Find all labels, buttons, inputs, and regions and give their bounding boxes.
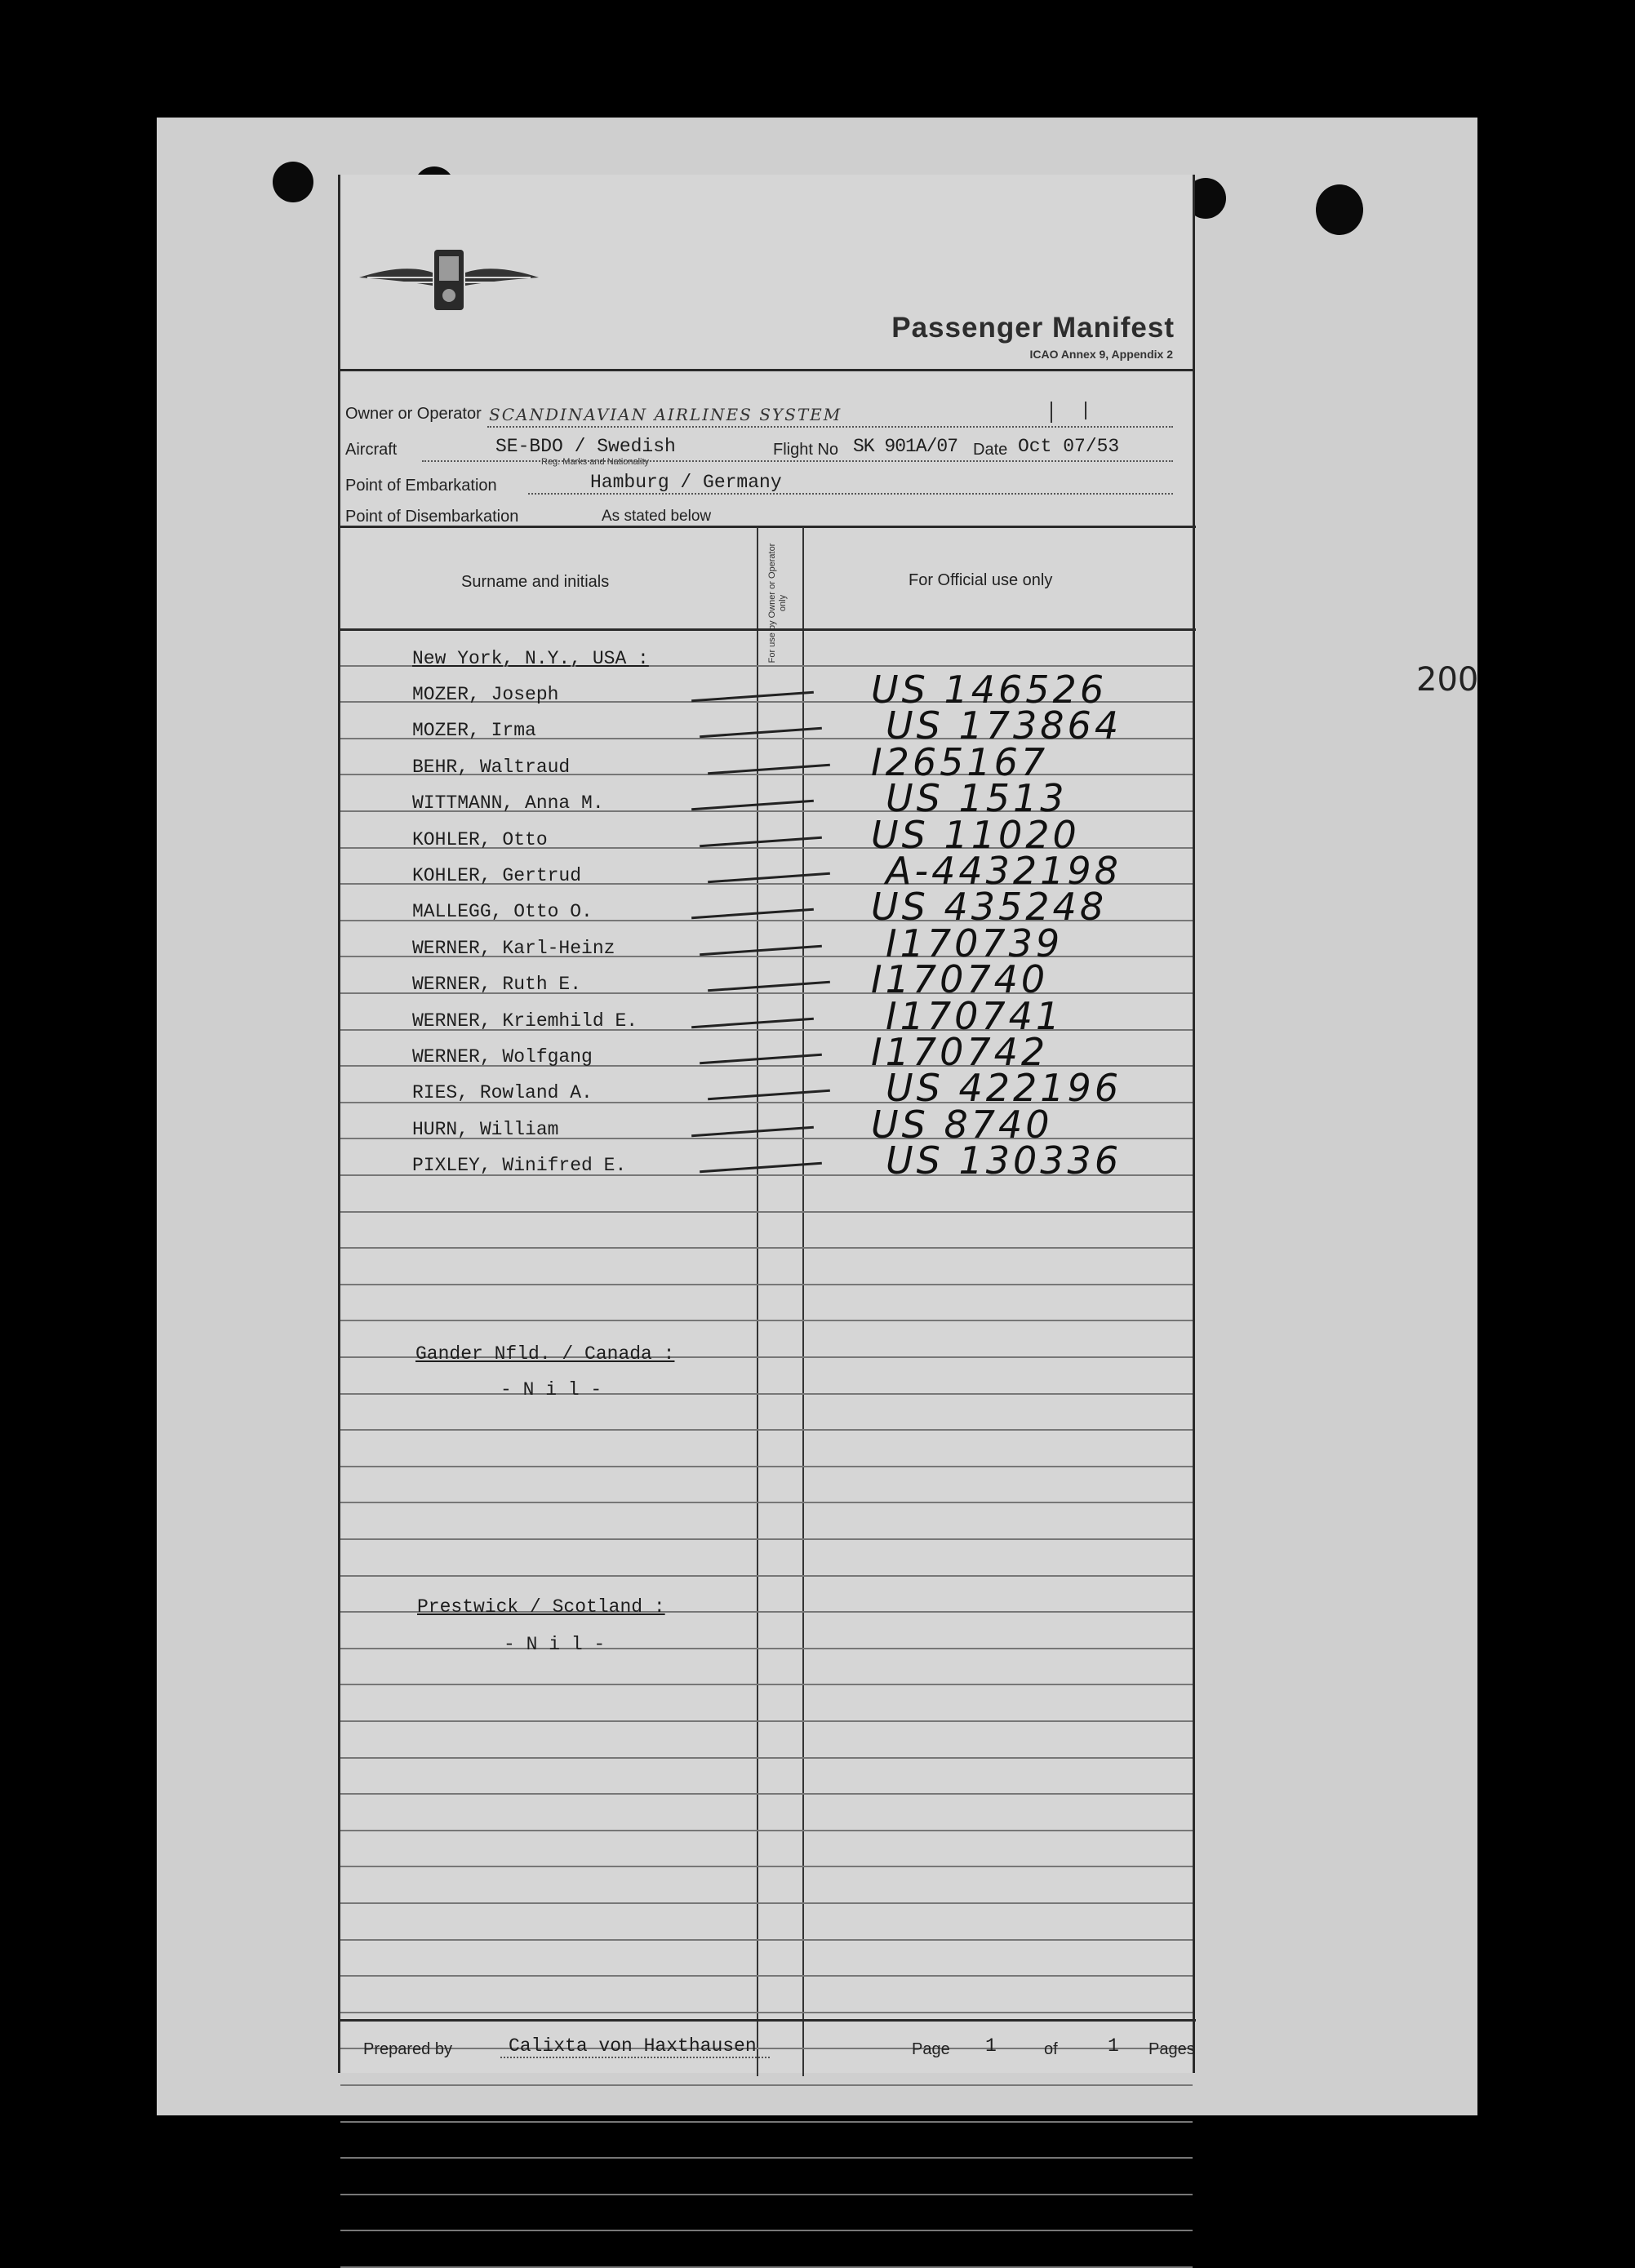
official-entry: US 173864	[886, 703, 1122, 748]
entry-row-line	[340, 1393, 1193, 1395]
manifest-sheet	[157, 118, 1477, 2115]
disembarkation-value: As stated below	[602, 508, 712, 525]
entry-row-line	[340, 1720, 1193, 1722]
embarkation-value: Hamburg / Germany	[590, 472, 782, 493]
entry-row-line	[340, 1502, 1193, 1503]
passenger-name: WITTMANN, Anna M.	[412, 792, 604, 814]
aircraft-label: Aircraft	[345, 441, 398, 459]
official-entry: US 422196	[886, 1066, 1122, 1111]
entry-row-line	[340, 1211, 1193, 1213]
passenger-name: WERNER, Ruth E.	[412, 974, 582, 996]
passenger-name: WERNER, Wolfgang	[412, 1046, 593, 1067]
entry-row-line	[340, 2084, 1193, 2086]
entry-row-line	[340, 1684, 1193, 1685]
official-entry: I170739	[886, 921, 1064, 965]
owner-end-mark	[1085, 402, 1086, 419]
entry-row-line	[340, 2048, 1193, 2049]
official-entry: A-4432198	[886, 849, 1122, 893]
passenger-name: KOHLER, Gertrud	[412, 865, 582, 886]
page-number-stamp: 200	[1416, 661, 1479, 699]
airline-logo-icon	[355, 238, 543, 320]
surname-column-header: Surname and initials	[461, 573, 610, 591]
entry-row-line	[340, 1429, 1193, 1431]
entry-row-line	[340, 1538, 1193, 1540]
table-top-rule	[340, 526, 1196, 528]
flight-label: Flight No	[773, 441, 839, 459]
page-value: 1	[985, 2035, 997, 2057]
passenger-name: MOZER, Irma	[412, 720, 536, 742]
embarkation-label: Point of Embarkation	[345, 477, 497, 495]
official-entry: US 146526	[871, 668, 1108, 712]
passenger-name: HURN, William	[412, 1118, 559, 1140]
passenger-name: RIES, Rowland A.	[412, 1082, 593, 1104]
entry-row-line	[340, 1939, 1193, 1941]
date-value: Oct 07/53	[1018, 436, 1120, 457]
section-heading: Gander Nfld. / Canada :	[415, 1343, 675, 1365]
pages-label: Pages	[1148, 2040, 1195, 2058]
entry-row-line	[340, 2121, 1193, 2123]
entry-row-line	[340, 1320, 1193, 1321]
page-label: Page	[912, 2040, 950, 2058]
passenger-name: WERNER, Karl-Heinz	[412, 937, 615, 959]
passenger-name: MALLEGG, Otto O.	[412, 901, 593, 923]
passenger-name: WERNER, Kriemhild E.	[412, 1010, 638, 1032]
entry-row-line	[340, 1284, 1193, 1285]
entry-row-line	[340, 1466, 1193, 1467]
dotted-rule	[487, 426, 1173, 428]
aircraft-value: SE-BDO / Swedish	[495, 436, 676, 457]
entry-row-line	[340, 1902, 1193, 1904]
owner-end-mark	[1051, 402, 1052, 423]
official-entry: I170741	[886, 993, 1064, 1038]
entry-row-line	[340, 2157, 1193, 2159]
prepared-by-value: Calixta von Haxthausen	[509, 2035, 757, 2057]
aircraft-hint: Reg. Marks and Nationality	[541, 457, 650, 467]
divider	[340, 369, 1193, 371]
entry-row-line	[340, 1866, 1193, 1867]
official-entry: I170740	[871, 957, 1049, 1002]
official-entry: US 130336	[886, 1138, 1122, 1183]
section-heading: New York, N.Y., USA :	[412, 648, 649, 669]
entry-row-line	[340, 1648, 1193, 1649]
disembarkation-label: Point of Disembarkation	[345, 508, 519, 526]
page-subtitle: ICAO Annex 9, Appendix 2	[1029, 348, 1173, 361]
passenger-name: MOZER, Joseph	[412, 684, 559, 705]
dotted-rule	[422, 460, 1173, 462]
official-entry: I265167	[871, 739, 1049, 784]
of-label: of	[1044, 2040, 1058, 2058]
owner-label: Owner or Operator	[345, 405, 482, 423]
date-label: Date	[973, 441, 1008, 459]
entry-row-line	[340, 1793, 1193, 1795]
official-entry: US 1513	[886, 776, 1068, 821]
punch-hole	[273, 162, 313, 202]
prepared-by-label: Prepared by	[363, 2040, 452, 2058]
entry-row-line	[340, 1975, 1193, 1977]
flight-value: SK 901A/07	[853, 436, 958, 457]
official-entry: I170742	[871, 1030, 1049, 1074]
section-note: - N i l -	[500, 1379, 602, 1400]
entry-row-line	[340, 1757, 1193, 1759]
official-column-header: For Official use only	[909, 571, 1053, 589]
of-value: 1	[1108, 2035, 1119, 2057]
entry-row-line	[340, 1830, 1193, 1831]
entry-row-line	[340, 2194, 1193, 2195]
passenger-name: PIXLEY, Winifred E.	[412, 1155, 627, 1177]
footer-rule	[340, 2019, 1196, 2022]
section-heading: Prestwick / Scotland :	[417, 1596, 665, 1618]
section-note: - N i l -	[504, 1634, 606, 1655]
entry-row-line	[340, 2230, 1193, 2231]
operator-column-header: For use by Owner or Operator only	[767, 543, 788, 664]
dotted-rule	[528, 493, 1173, 495]
official-entry: US 435248	[871, 885, 1108, 930]
entry-row-line	[340, 2012, 1193, 2013]
entry-row-line	[340, 1575, 1193, 1577]
punch-hole	[1316, 184, 1363, 235]
passenger-name: BEHR, Waltraud	[412, 756, 571, 778]
passenger-name: KOHLER, Otto	[412, 828, 548, 850]
owner-value: SCANDINAVIAN AIRLINES SYSTEM	[489, 405, 842, 424]
page-title: Passenger Manifest	[891, 312, 1175, 344]
official-entry: US 11020	[871, 812, 1080, 857]
manifest-form	[338, 175, 1479, 2073]
entry-row-line	[340, 1247, 1193, 1249]
dotted-rule	[500, 2057, 770, 2058]
official-entry: US 8740	[871, 1102, 1053, 1147]
